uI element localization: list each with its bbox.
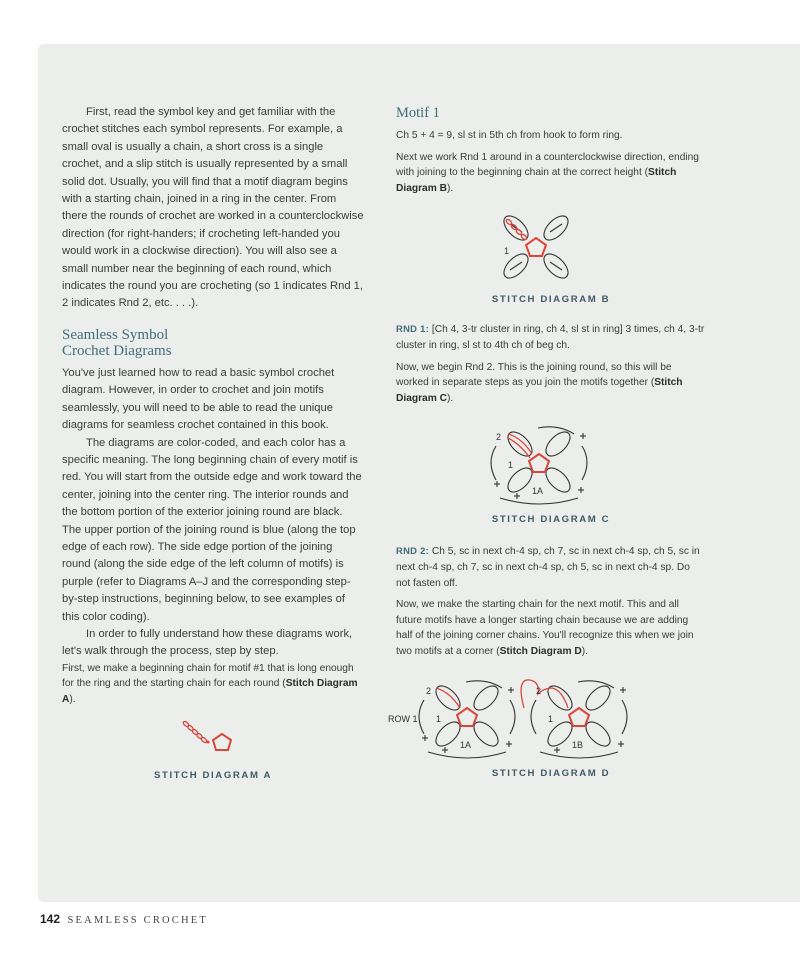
- caption-b: STITCH DIAGRAM B: [491, 294, 611, 306]
- m4-text: Now, we make the starting chain for the next motif. This and all future motifs have a longer starting chain because we are adding half of the joining corner chains. You'll recognize this when we join two motifs at a corner (: [396, 599, 694, 657]
- m3-text: Now, we begin Rnd 2. This is the joining round, so this will be worked in separate steps as you join the motifs together (: [396, 361, 672, 389]
- section-heading-line1: Seamless Symbol: [62, 326, 169, 343]
- diagram-d-round1-right: 1: [548, 713, 554, 724]
- intro-paragraph: First, read the symbol key and get familiar with the crochet stitches each symbol represents. For example, a small oval is usually a chain, a short cross is a single crochet, and a slip stitch is usually represented by a small solid dot. Usually, you will find that a motif diagram begins with a starting chain, joined in a ring in the center. From there the rounds of crochet are worked in a counterclockwise direction (for right-handers; if crocheting left-handed you would work in a clockwise direction). You will also see a small number near the beginning of each round, which indicates the round you are crocheting (so 1 indicates Rnd 1, 2 indicates Rnd 2, etc. . . .).: [62, 106, 364, 310]
- body-paragraph-4: [62, 661, 364, 708]
- stitch-diagram-b: [396, 212, 706, 288]
- right-column: [388, 104, 706, 779]
- rnd2-instruction: [396, 543, 706, 591]
- m3-end: ).: [446, 392, 454, 404]
- motif-title: Motif 1: [396, 105, 440, 121]
- diagram-d-round2-right: 2: [536, 685, 542, 696]
- diagram-b-round-number: 1: [504, 246, 510, 257]
- motif-instruction-3: [396, 360, 706, 407]
- body-paragraph-3: In order to fully understand how these diagrams work, let's walk through the process, step by step.: [62, 627, 353, 658]
- rnd1-text: [Ch 4, 3-tr cluster in ring, ch 4, sl st in ring] 3 times, ch 4, 3-tr cluster in ring, sl st to 4th ch of beg ch.: [396, 324, 705, 351]
- diagram-d-motif-right: 1B: [572, 739, 584, 750]
- caption-d: STITCH DIAGRAM D: [491, 767, 611, 779]
- stitch-diagram-d: [384, 678, 706, 764]
- stitch-diagram-a: [62, 718, 364, 766]
- diagram-a-drawing: [62, 718, 364, 766]
- diagram-c-motif-label: 1A: [532, 486, 544, 497]
- para4-bold: Stitch Diagram A: [62, 678, 358, 705]
- stitch-diagram-c: [396, 424, 706, 508]
- motif-instruction-2: [396, 150, 706, 197]
- diagram-d-round2-left: 2: [426, 685, 432, 696]
- m2-bold: Stitch Diagram B: [396, 167, 677, 194]
- rnd1-instruction: [396, 321, 706, 353]
- left-column: [62, 104, 364, 781]
- m3-bold: Stitch Diagram C: [396, 377, 683, 404]
- m2-end: ).: [446, 182, 454, 194]
- caption-c: STITCH DIAGRAM C: [491, 514, 611, 526]
- para4-end: ).: [69, 693, 76, 705]
- motif-instruction-1: Ch 5 + 4 = 9, sl st in 5th ch from hook to form ring.: [396, 130, 623, 141]
- para4-text: First, we make a beginning chain for motif #1 that is long enough for the ring and the starting chain for each round (: [62, 662, 354, 690]
- running-head: SEAMLESS CROCHET: [67, 915, 209, 926]
- section-heading: [62, 327, 364, 359]
- m4-bold: Stitch Diagram D: [499, 645, 582, 657]
- rnd1-label: RND 1:: [396, 323, 430, 335]
- diagram-d-round1-left: 1: [436, 713, 442, 724]
- body-paragraph-2: The diagrams are color-coded, and each color has a specific meaning. The long beginning chain of every motif is red. You will start from the outside edge and work toward the center, joining into the center ring. The interior rounds and the bottom portion of the exterior joining round are black. The upper portion of the joining round is blue (along the top edge of each row). The side edge portion of the joining round (along the side edge of the left column of motifs) is purple (refer to Diagrams A–J and the corresponding step-by-step instructions, beginning below, to see examples of this color coding).: [62, 436, 362, 623]
- rnd2-label: RND 2:: [396, 545, 430, 557]
- diagram-d-drawing: [384, 678, 706, 764]
- body-paragraph-1: You've just learned how to read a basic symbol crochet diagram. However, in order to crochet and join motifs seamlessly, you will need to be able to read the unique diagrams for seamless crochet contained in this book.: [62, 366, 335, 432]
- page-footer: [40, 912, 208, 926]
- diagram-b-drawing: [396, 212, 706, 288]
- section-heading-line2: Crochet Diagrams: [62, 342, 172, 359]
- rnd2-text: Ch 5, sc in next ch-4 sp, ch 7, sc in next ch-4 sp, ch 5, sc in next ch-4 sp, ch 7, sc in next ch-4 sp, ch 5, sc in next ch-4 sp. Do not fasten off.: [396, 546, 700, 589]
- diagram-c-drawing: [396, 424, 706, 508]
- caption-a: STITCH DIAGRAM A: [154, 769, 272, 781]
- diagram-c-round1-number: 1: [508, 460, 514, 471]
- m2-text: Next we work Rnd 1 around in a counterclockwise direction, ending with joining to the beginning chain at the correct height (: [396, 151, 699, 179]
- page-number: 142: [40, 912, 61, 926]
- m4-end: ).: [581, 645, 588, 657]
- diagram-d-motif-left: 1A: [460, 739, 472, 750]
- motif-instruction-4: [396, 597, 706, 659]
- diagram-d-row-label: ROW 1: [388, 713, 418, 724]
- diagram-c-round2-number: 2: [496, 432, 502, 443]
